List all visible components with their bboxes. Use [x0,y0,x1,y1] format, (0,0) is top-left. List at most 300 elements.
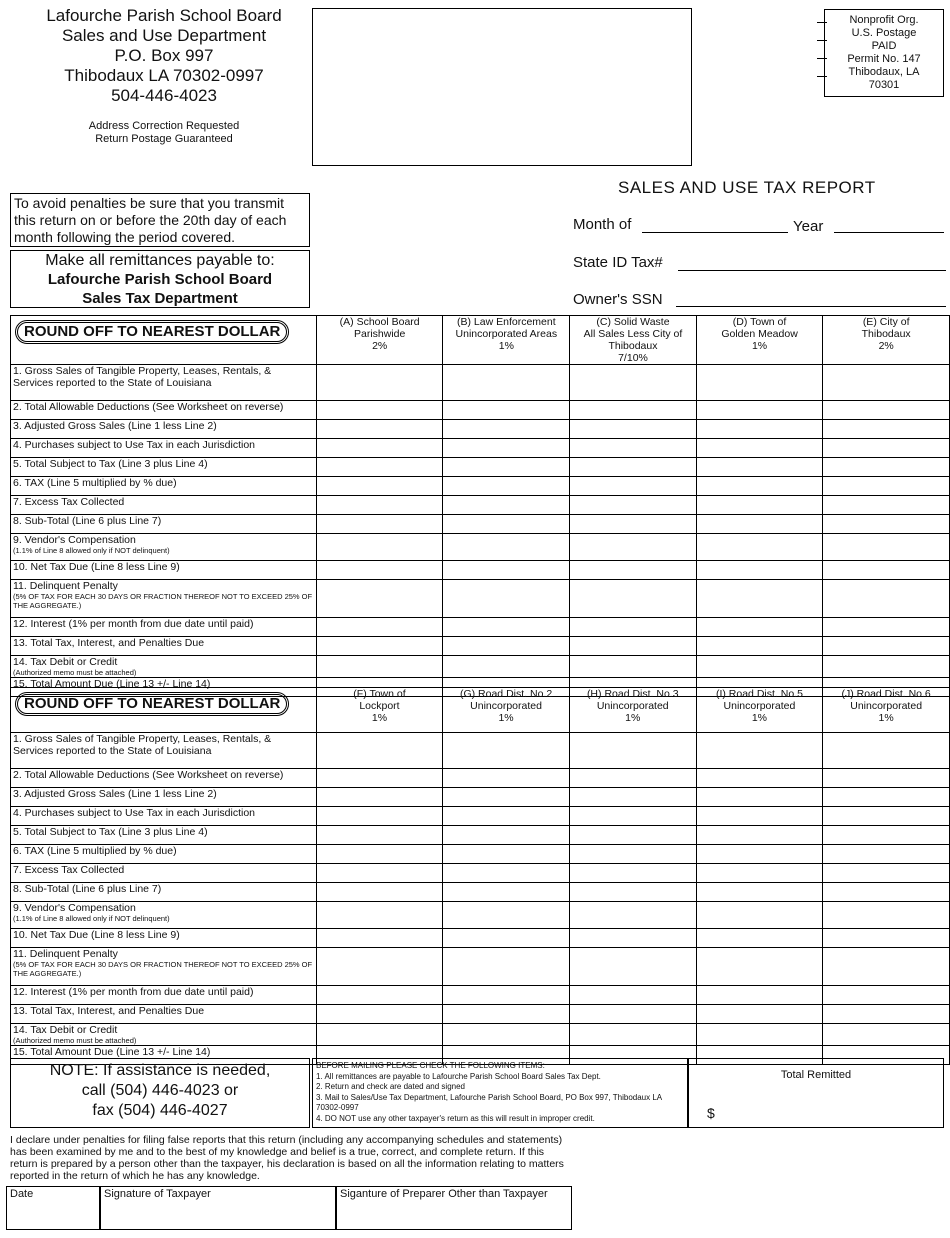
amount-input-cell[interactable] [823,845,950,864]
amount-input-cell[interactable] [569,883,696,902]
table-row [11,618,950,637]
amount-input-cell[interactable] [823,1005,950,1024]
amount-input-cell[interactable] [823,458,950,477]
org-name: Lafourche Parish School Board [46,6,282,25]
column-code-name [699,316,821,328]
address-correction: Address Correction Requested [88,120,240,132]
amount-input-cell[interactable] [569,986,696,1005]
amount-input-cell[interactable] [316,769,443,788]
amount-input-cell[interactable] [570,515,697,534]
column-code-name [445,688,567,700]
amount-input-cell[interactable] [569,948,696,986]
line-label: 8. Sub-Total (Line 6 plus Line 7) [13,883,162,895]
amount-input-cell[interactable] [443,1005,570,1024]
amount-input-cell[interactable] [823,515,950,534]
line-label-cell [11,401,317,420]
amount-input-cell[interactable] [696,1005,823,1024]
round-off-label: ROUND OFF TO NEAREST DOLLAR [15,692,289,716]
amount-input-cell[interactable] [696,515,823,534]
line-label-cell [11,458,317,477]
amount-input-cell[interactable] [570,439,697,458]
line-label: 13. Total Tax, Interest, and Penalties Due [13,637,205,649]
amount-input-cell[interactable] [316,1024,443,1046]
column-code: (F) [353,688,367,700]
amount-input-cell[interactable] [696,580,823,618]
line-label: 14. Tax Debit or Credit [13,1024,118,1036]
column-rate: 2% [878,340,894,352]
line-label-cell [11,439,317,458]
line-label-cell [11,807,317,826]
phone: 504-446-4023 [111,86,217,105]
amount-input-cell[interactable] [443,534,570,561]
amount-input-cell[interactable] [443,515,570,534]
amount-input-cell[interactable] [316,883,443,902]
table-row [11,948,950,986]
amount-input-cell[interactable] [696,618,823,637]
line-label: 1. Gross Sales of Tangible Property, Leases, Rentals, & Services reported to the State of Louisiana [13,365,272,389]
column-code-name [445,316,567,328]
table-row [11,580,950,618]
table-row [11,496,950,515]
column-header [823,316,950,365]
amount-input-cell[interactable] [696,365,823,401]
amount-input-cell[interactable] [696,534,823,561]
amount-input-cell[interactable] [696,883,823,902]
column-name: Solid Waste [613,316,670,328]
amount-input-cell[interactable] [823,618,950,637]
amount-input-cell[interactable] [823,864,950,883]
amount-input-cell[interactable] [570,477,697,496]
amount-input-cell[interactable] [316,496,443,515]
amount-input-cell[interactable] [443,561,570,580]
amount-input-cell[interactable] [443,420,570,439]
column-code: (B) [457,316,471,328]
column-code-name [572,688,694,700]
amount-input-cell[interactable] [316,637,443,656]
amount-input-cell[interactable] [570,580,697,618]
amount-input-cell[interactable] [316,561,443,580]
column-name: Road Dist. No.6 [856,688,931,700]
amount-input-cell[interactable] [823,883,950,902]
amount-input-cell[interactable] [696,733,823,769]
amount-input-cell[interactable] [823,1024,950,1046]
table-row [11,845,950,864]
column-sub: Unincorporated [596,700,669,712]
column-header [823,688,950,733]
line-note: (Authorized memo must be attached) [13,668,137,677]
amount-input-cell[interactable] [696,496,823,515]
amount-input-cell[interactable] [443,401,570,420]
column-header [316,688,443,733]
amount-input-cell[interactable] [696,637,823,656]
amount-input-cell[interactable] [823,580,950,618]
column-header [696,688,823,733]
amount-input-cell[interactable] [823,948,950,986]
table-row [11,365,950,401]
amount-input-cell[interactable] [443,580,570,618]
amount-input-cell[interactable] [443,826,570,845]
amount-input-cell[interactable] [696,656,823,678]
line-label-cell [11,534,317,561]
amount-input-cell[interactable] [696,439,823,458]
line-label: 11. Delinquent Penalty [13,580,118,592]
line-note: (5% OF TAX FOR EACH 30 DAYS OR FRACTION THEREOF NOT TO EXCEED 25% OF THE AGGREGATE.) [13,960,313,978]
amount-input-cell[interactable] [443,845,570,864]
amount-input-cell[interactable] [823,637,950,656]
line-label-cell [11,845,317,864]
total-remitted-label: Total Remitted [780,1069,852,1081]
remittance-notice [10,250,310,308]
amount-input-cell[interactable] [696,477,823,496]
amount-input-cell[interactable] [823,477,950,496]
amount-input-cell[interactable] [570,496,697,515]
column-rate: 7/10% [618,352,648,364]
note-line-3: fax (504) 446-4027 [92,1102,228,1119]
postage-line-3: PAID [871,40,897,52]
amount-input-cell[interactable] [823,769,950,788]
amount-input-cell[interactable] [316,902,443,929]
postage-line-6: 70301 [868,79,900,91]
amount-input-cell[interactable] [823,902,950,929]
amount-input-cell[interactable] [823,420,950,439]
amount-input-cell[interactable] [443,807,570,826]
amount-input-cell[interactable] [696,769,823,788]
amount-input-cell[interactable] [443,496,570,515]
amount-input-cell[interactable] [569,864,696,883]
amount-input-cell[interactable] [316,458,443,477]
state-id-field[interactable] [678,270,946,271]
table-row [11,902,950,929]
column-header-row [11,688,950,733]
line-label: 15. Total Amount Due (Line 13 +/- Line 14) [13,1046,211,1058]
column-code-name [699,688,821,700]
amount-input-cell[interactable] [823,496,950,515]
amount-input-cell[interactable] [316,580,443,618]
column-header [569,688,696,733]
line-label-cell [11,986,317,1005]
column-rate: 2% [372,340,388,352]
declaration-text: I declare under penalties for filing false reports that this return (including any accompanying schedules and statements) has been examined by me and to the best of my knowledge and belief is a true, correct, and complete return. If this return is prepared by a person other than the taxpayer, his declaration is based on all the information relating to matters reported in the return of which he has any knowledge. [10,1134,564,1182]
penalty-notice: To avoid penalties be sure that you transmit this return on or before the 20th day of each month following the period covered. [10,193,310,247]
line-label: 7. Excess Tax Collected [13,864,125,876]
amount-input-cell[interactable] [569,845,696,864]
table-row [11,986,950,1005]
po-box: P.O. Box 997 [114,46,214,65]
amount-input-cell[interactable] [443,864,570,883]
column-code-name [825,316,947,328]
amount-input-cell[interactable] [570,656,697,678]
line-label-cell [11,420,317,439]
amount-input-cell[interactable] [823,365,950,401]
amount-input-cell[interactable] [569,769,696,788]
amount-input-cell[interactable] [316,656,443,678]
amount-input-cell[interactable] [570,365,697,401]
amount-input-cell[interactable] [443,788,570,807]
amount-input-cell[interactable] [443,618,570,637]
amount-input-cell[interactable] [570,637,697,656]
amount-input-cell[interactable] [696,929,823,948]
amount-input-cell[interactable] [443,656,570,678]
amount-input-cell[interactable] [696,807,823,826]
column-sub: Lockport [359,700,400,712]
amount-input-cell[interactable] [696,788,823,807]
column-code: (I) [715,688,726,700]
line-label: 14. Tax Debit or Credit [13,656,118,668]
amount-input-cell[interactable] [823,826,950,845]
tax-table-bottom [10,687,950,1065]
table-row [11,515,950,534]
line-label: 12. Interest (1% per month from due date until paid) [13,618,254,630]
amount-input-cell[interactable] [570,618,697,637]
column-rate: 1% [751,340,768,352]
amount-input-cell[interactable] [316,534,443,561]
line-label-cell [11,477,317,496]
column-rate: 1% [498,712,514,724]
amount-input-cell[interactable] [570,561,697,580]
line-label-cell [11,618,317,637]
column-name: School Board [356,316,420,328]
amount-input-cell[interactable] [823,733,950,769]
amount-input-cell[interactable] [443,929,570,948]
line-label: 5. Total Subject to Tax (Line 3 plus Line 4) [13,458,208,470]
column-header [696,316,823,365]
column-rate: 1% [878,712,894,724]
note-line-2: call (504) 446-4023 or [81,1082,239,1099]
amount-input-cell[interactable] [443,986,570,1005]
amount-input-cell[interactable] [316,420,443,439]
column-code: (G) [459,688,476,700]
amount-input-cell[interactable] [570,534,697,561]
dept-name: Sales and Use Department [61,26,267,45]
year-field[interactable] [834,232,944,233]
column-code: (D) [732,316,748,328]
line-label: 6. TAX (Line 5 multiplied by % due) [13,845,177,857]
preparer-signature-label: Siganture of Preparer Other than Taxpayer [340,1188,548,1200]
amount-input-cell[interactable] [316,929,443,948]
amount-input-cell[interactable] [696,986,823,1005]
amount-input-cell[interactable] [316,826,443,845]
line-label-cell [11,769,317,788]
line-label: 3. Adjusted Gross Sales (Line 1 less Line 2) [13,788,217,800]
amount-input-cell[interactable] [569,1024,696,1046]
column-code: (C) [596,316,611,328]
column-sub: Parishwide [353,328,406,340]
table-row [11,826,950,845]
amount-input-cell[interactable] [316,1005,443,1024]
column-name: City of [879,316,910,328]
amount-input-cell[interactable] [316,864,443,883]
amount-input-cell[interactable] [443,477,570,496]
amount-input-cell[interactable] [443,1024,570,1046]
line-label-cell [11,902,317,929]
amount-input-cell[interactable] [316,618,443,637]
month-label: Month of [573,216,632,233]
table-row [11,733,950,769]
amount-input-cell[interactable] [823,788,950,807]
remit-line-1: Make all remittances payable to: [45,252,275,269]
table-row [11,929,950,948]
taxpayer-signature-label: Signature of Taxpayer [104,1188,211,1200]
line-label-cell [11,788,317,807]
line-label-cell [11,515,317,534]
column-name: Law Enforcement [473,316,556,328]
note-line-1: NOTE: If assistance is needed, [49,1062,271,1079]
amount-input-cell[interactable] [443,769,570,788]
amount-input-cell[interactable] [570,458,697,477]
amount-input-cell[interactable] [696,826,823,845]
amount-input-cell[interactable] [696,1024,823,1046]
table-row [11,883,950,902]
amount-input-cell[interactable] [443,902,570,929]
table-row [11,477,950,496]
amount-input-cell[interactable] [443,365,570,401]
column-name: Road Dist. No.2 [478,688,553,700]
line-label: 10. Net Tax Due (Line 8 less Line 9) [13,929,180,941]
line-label: 7. Excess Tax Collected [13,496,125,508]
amount-input-cell[interactable] [316,515,443,534]
amount-input-cell[interactable] [443,733,570,769]
column-code-name [319,688,441,700]
line-label-cell [11,864,317,883]
line-label: 12. Interest (1% per month from due date until paid) [13,986,254,998]
line-label-cell [11,733,317,769]
amount-input-cell[interactable] [316,733,443,769]
amount-input-cell[interactable] [443,439,570,458]
amount-input-cell[interactable] [316,948,443,986]
amount-input-cell[interactable] [823,561,950,580]
amount-input-cell[interactable] [570,420,697,439]
line-note: (1.1% of Line 8 allowed only if NOT delinquent) [13,546,170,555]
amount-input-cell[interactable] [569,902,696,929]
column-code-name [572,316,694,328]
amount-input-cell[interactable] [316,477,443,496]
checklist-item: 4. DO NOT use any other taxpayer's return as this will result in improper credit. [316,1113,595,1123]
date-field[interactable] [6,1186,100,1230]
table-row [11,1024,950,1046]
amount-input-cell[interactable] [443,883,570,902]
amount-input-cell[interactable] [569,929,696,948]
column-code: (J) [841,688,854,700]
amount-input-cell[interactable] [316,986,443,1005]
line-label: 2. Total Allowable Deductions (See Worksheet on reverse) [13,401,284,413]
postage-line-4: Permit No. 147 [847,53,921,65]
amount-input-cell[interactable] [823,401,950,420]
column-sub: Thibodaux [861,328,911,340]
round-off-cell [11,316,317,365]
remit-line-3: Sales Tax Department [82,290,238,307]
preparer-signature-field[interactable] [336,1186,572,1230]
mailing-address-box[interactable] [312,8,692,166]
table-row [11,637,950,656]
line-label-cell [11,1005,317,1024]
amount-input-cell[interactable] [443,458,570,477]
amount-input-cell[interactable] [823,439,950,458]
tax-table-top-body [11,316,950,697]
total-remitted-box[interactable] [688,1058,944,1128]
table-row [11,656,950,678]
postage-line-2: U.S. Postage [851,27,917,39]
amount-input-cell[interactable] [316,365,443,401]
amount-input-cell[interactable] [696,864,823,883]
column-name: Town of [750,316,787,328]
amount-input-cell[interactable] [823,656,950,678]
table-row [11,864,950,883]
line-label-cell [11,883,317,902]
amount-input-cell[interactable] [316,845,443,864]
column-rate: 1% [625,712,641,724]
amount-input-cell[interactable] [696,902,823,929]
amount-input-cell[interactable] [696,458,823,477]
amount-input-cell[interactable] [569,826,696,845]
line-label: 9. Vendor's Compensation [13,534,136,546]
line-label: 2. Total Allowable Deductions (See Worksheet on reverse) [13,769,284,781]
table-row [11,534,950,561]
table-row [11,807,950,826]
amount-input-cell[interactable] [570,401,697,420]
amount-input-cell[interactable] [443,948,570,986]
column-code: (E) [862,316,877,328]
amount-input-cell[interactable] [316,807,443,826]
amount-input-cell[interactable] [696,401,823,420]
year-label: Year [793,218,824,235]
amount-input-cell[interactable] [569,1005,696,1024]
month-field[interactable] [642,232,788,233]
amount-input-cell[interactable] [569,733,696,769]
amount-input-cell[interactable] [316,401,443,420]
ssn-field[interactable] [676,306,946,307]
amount-input-cell[interactable] [696,561,823,580]
taxpayer-signature-field[interactable] [100,1186,336,1230]
table-row [11,401,950,420]
column-header-row [11,316,950,365]
line-label: 13. Total Tax, Interest, and Penalties Due [13,1005,205,1017]
line-label-cell [11,496,317,515]
amount-input-cell[interactable] [823,986,950,1005]
column-rate: 1% [371,712,388,724]
table-row [11,561,950,580]
column-sub: Unincorporated [850,700,923,712]
table-row [11,439,950,458]
ssn-label: Owner's SSN [573,291,663,308]
amount-input-cell[interactable] [823,807,950,826]
line-label: 3. Adjusted Gross Sales (Line 1 less Line 2) [13,420,217,432]
line-label-cell [11,948,317,986]
amount-input-cell[interactable] [316,788,443,807]
amount-input-cell[interactable] [823,534,950,561]
amount-input-cell[interactable] [696,845,823,864]
table-row [11,788,950,807]
column-header [443,316,570,365]
amount-input-cell[interactable] [443,637,570,656]
line-label: 8. Sub-Total (Line 6 plus Line 7) [13,515,162,527]
amount-input-cell[interactable] [569,788,696,807]
amount-input-cell[interactable] [696,948,823,986]
column-code-name [825,688,947,700]
line-label-cell [11,656,317,678]
column-sub: Unincorporated [723,700,796,712]
column-header [443,688,570,733]
column-sub: Unincorporated [470,700,542,712]
amount-input-cell[interactable] [569,807,696,826]
table-row [11,769,950,788]
amount-input-cell[interactable] [316,439,443,458]
amount-input-cell[interactable] [696,420,823,439]
line-note: (5% OF TAX FOR EACH 30 DAYS OR FRACTION THEREOF NOT TO EXCEED 25% OF THE AGGREGATE.) [13,592,313,610]
line-label: 5. Total Subject to Tax (Line 3 plus Line 4) [13,826,208,838]
column-code: (A) [339,316,354,328]
header-address [14,6,314,146]
amount-input-cell[interactable] [823,929,950,948]
